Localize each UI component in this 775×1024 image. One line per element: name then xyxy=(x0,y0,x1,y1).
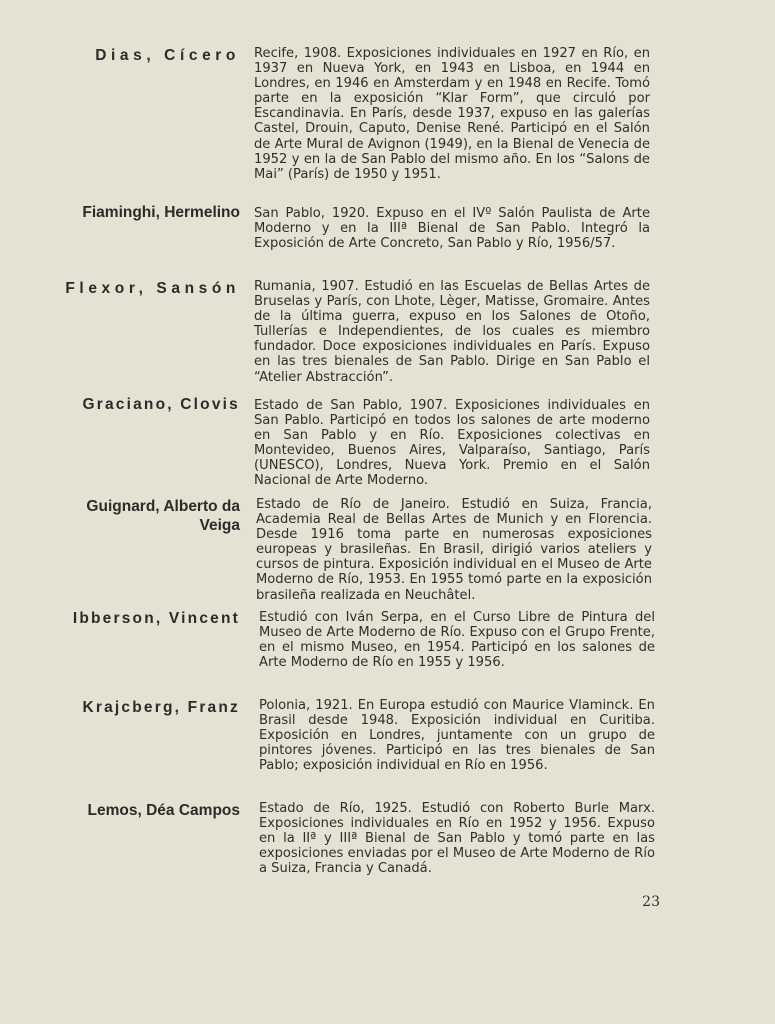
artist-name: Guignard, Alberto da Veiga xyxy=(86,498,240,534)
artist-biography: Rumania, 1907. Estudió en las Escuelas de Bellas Artes de Bruselas y París, con Lhote, Lèger, Matisse, Gromaire. Antes de la última guerra, expuso en los Salones de Otoño, Tullerías e Independientes, de los cuales es miembro fundador. Doce exposiciones individuales en París. Expuso en las tres bienales de San Pablo. Dirige en San Pablo el “Atelier Abstracción”. xyxy=(254,279,650,385)
artist-biography: Estado de Río de Janeiro. Estudió en Suiza, Francia, Academia Real de Bellas Artes de Munich y en Florencia. Desde 1916 toma parte en numerosas exposiciones europeas y brasileñas. En Brasil, dirigió varios ateliers y cursos de pintura. Exposición individual en el Museo de Arte Moderno de Río, 1953. En 1955 tomó parte en la exposición brasileña realizada en Neuchâtel. xyxy=(256,497,652,603)
artist-biography: Polonia, 1921. En Europa estudió con Maurice Vlaminck. En Brasil desde 1948. Exposición individual en Curitiba. Exposición en Londres, juntamente con un grupo de pintores jóvenes. Participó en las tres bienales de San Pablo; exposición individual en Río en 1956. xyxy=(259,698,655,774)
artist-name: Krajcberg, Franz xyxy=(82,699,240,716)
artist-biography: Estudió con Iván Serpa, en el Curso Libre de Pintura del Museo de Arte Moderno de Río. Expuso con el Grupo Frente, en el mismo Museo, en 1954. Participó en los salones de Arte Moderno de Río en 1955 y 1956. xyxy=(259,610,655,671)
artist-biography: Estado de Río, 1925. Estudió con Roberto Burle Marx. Exposiciones individuales en Río en 1952 y 1956. Expuso en la IIª y IIIª Bienal de San Pablo y tomó parte en las exposiciones enviadas por el Museo de Arte Moderno de Río a Suiza, Francia y Canadá. xyxy=(259,801,655,877)
artist-biography: San Pablo, 1920. Expuso en el IVº Salón Paulista de Arte Moderno y en la IIIª Bienal de San Pablo. Integró la Exposición de Arte Concreto, San Pablo y Río, 1956/57. xyxy=(254,206,650,252)
artist-biography: Estado de San Pablo, 1907. Exposiciones individuales en San Pablo. Participó en todos los salones de arte moderno en San Pablo y en Río. Exposiciones colectivas en Montevideo, Buenos Aires, Valparaíso, Santiago, París (UNESCO), Londres, Nueva York. Premio en el Salón Nacional de Arte Moderno. xyxy=(254,398,650,489)
artist-name: Fiaminghi, Hermelino xyxy=(82,204,240,221)
artist-name: Lemos, Déa Campos xyxy=(87,802,240,819)
page-number: 23 xyxy=(642,894,660,910)
artist-biography: Recife, 1908. Exposiciones individuales en 1927 en Río, en 1937 en Nueva York, en 1943 en Lisboa, en 1944 en Londres, en 1946 en Amsterdam y en 1948 en Recife. Tomó parte en la exposición “Klar Form”, que circuló por Escandinavia. En París, desde 1937, expuso en las galerías Castel, Drouin, Caputo, Denise René. Participó en el Salón de Arte Mural de Avignon (1949), en la Bienal de Venecia de 1952 y en la de San Pablo del mismo año. En los “Salons de Mai” (París) de 1950 y 1951. xyxy=(254,46,650,182)
artist-name: Graciano, Clovis xyxy=(82,396,240,413)
artist-name: Flexor, Sansón xyxy=(65,280,240,297)
artist-name: Dias, Cícero xyxy=(95,47,240,64)
artist-name: Ibberson, Vincent xyxy=(72,610,240,627)
